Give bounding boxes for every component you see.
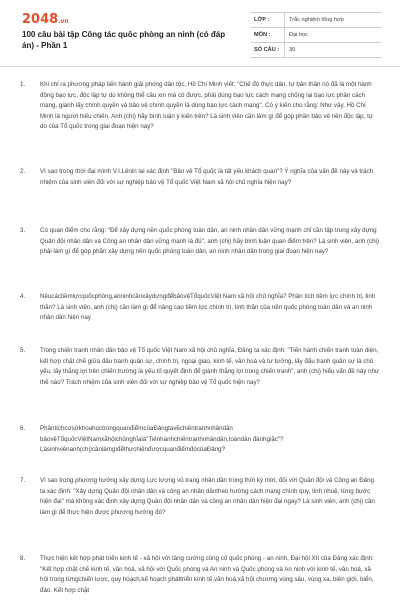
question-number: 2. — [20, 168, 26, 175]
meta-row-count — [251, 43, 381, 58]
meta-key: SỐ CÂU : — [251, 43, 285, 57]
question-text: PhântíchcơsởkhoahọctrongquanđiểmcủaĐảngtavềchiếntranhnhândân bảovệTổquốcViệtNamxãhộichủnghĩalà"Tiếnhànhchiếntranhnhândân,toàndân đánhgiặc"? Làsinhviênanh(chị)cầnlàmgìđểthựchiệnđượcquanđiểmđócủaĐảng? — [40, 425, 284, 453]
question-number: 3. — [20, 227, 26, 234]
question-text: Khi chỉ ra phương pháp tiến hành giải phóng dân tộc, Hồ Chí Minh viết: "Chế độ thực dân, tự bản thân nó đã là một hành động bạo lực, độc lập tự do không thể cầu xin mà có được, phải dùng bạo lực cách mạng chống lại bạo lực phản cách mạng, giành lấy chính quyền và bảo vệ chính quyền là dùng bạo lực cách mạng". Có ý kiến cho rằng: Như vậy, Hồ Chí Minh là người hiếu chiến. Anh (chị) hãy bình luận ý kiến trên? Là sinh viên cần làm gì để góp phần bảo vệ nền độc lập, tự do của Tổ quốc trong giai đoạn hiện nay? — [40, 81, 373, 130]
question-number: 7. — [20, 477, 26, 484]
meta-value: Trắc nghiệm tổng hợp — [289, 17, 344, 23]
question-item — [20, 167, 380, 188]
question-number: 6. — [20, 425, 26, 432]
meta-key: MÔN : — [251, 28, 285, 42]
question-text: Vì sao trong phương hướng xây dựng Lực lượng vũ trang nhân dân trong thời kỳ mới, đối với Quân đội và Công an Đảng ta xác định: "Xây dựng Quân đội nhân dân và công an nhân dântheo hướng cách mạng chính quy, tinh nhuệ, từng bước hiện đại" mà không xác định xây dựng Quân đội nhân dân và công an nhân dân hiện đại ngay? Là sinh viên, anh (chị) cần làm gì để thực hiện được phương hướng đó? — [40, 477, 375, 516]
meta-value: Đại học — [289, 32, 308, 38]
question-number: 5. — [20, 347, 26, 354]
question-text: Trong chiến tranh nhân dân bảo vệ Tổ quốc Việt Nam xã hội chủ nghĩa, Đảng ta xác định: "Tiến hành chiến tranh toàn diện, kết hợp chặt chẽ giữa đấu tranh quân sự, chính trị, ngoại giao, kinh tế, văn hoá và tư tưởng, lấy đấu tranh quân sự là chủ yếu, lấy thắng lợi trên chiến trường là yếu tố quyết định để giành thắng lợi trong chiến tranh", anh (chị) hiểu vấn đề này như thế nào? Trách nhiệm của sinh viên đối với sự nghiệp bảo vệ Tổ quốc hiện nay? — [40, 347, 380, 386]
question-text: Thực hiện kết hợp phát triển kinh tế - xã hội với tăng cường củng cố quốc phòng - an ninh, Đại hội XII của Đảng xác định: "Kết hợp chặt chẽ kinh tế, văn hoá, xã hội với Quốc phòng và An ninh và Quốc phòng và An ninh với kinh tế, văn hoá, xã hội trong từngchiến lược, quy hoạch,kế hoạch pháttriển kinh tế,văn hoá,xã hội chương vùng sâu, vùng xa, biên giới, biển, đảo. Kết hợp chặt — [40, 555, 374, 594]
logo-main: 2048 — [22, 12, 59, 27]
meta-value: 30 — [289, 47, 296, 53]
question-text: Có quan điểm cho rằng: "Để xây dựng nền quốc phòng toàn dân, an ninh nhân dân vững mạnh chỉ cần tập trung xây dựng Quân đội nhân dân và Công an nhân dân vững mạnh là đủ", anh (chị) hãy bình luận quan điểm trên? Là sinh viên, anh (chị) phải làm gì để góp phần xây dựng nền quốc phòng toàn dân, an ninh nhân dân trong giai đoạn hiện nay? — [40, 227, 379, 255]
document-title: 100 câu bài tập Công tác quốc phòng an ninh (có đáp án) - Phần 1 — [22, 30, 226, 50]
meta-row-class — [251, 13, 381, 28]
question-text: Nêucáctiềmlựcquốcphòng,anninhcầnxâydựngđểbảovệTổquốcViệt Nam xã hội chủ nghĩa? Phân tích tiềm lực chính trị, tinh thần? Là sinh viên, anh (chị) cần làm gì để nâng cao tiềm lực chính trị, tinh thần của nền quốc phòng toàn dân và an ninh nhân dân hiện nay — [40, 293, 376, 321]
meta-table — [251, 12, 381, 58]
document-header — [0, 0, 400, 67]
question-item — [20, 476, 380, 518]
logo-suffix: .vn — [58, 18, 69, 25]
question-number: 8. — [20, 555, 26, 562]
question-number: 4. — [20, 293, 26, 300]
question-text: Vì sao trong thời đại mình V.I.Lênin lại xác định "Bảo vệ Tổ quốc là tất yếu khách quan"? Ý nghĩa của vấn đề này và trách nhiệm của sinh viên đối với sự nghiệp bảo vệ Tổ quốc Việt Nam xã hội chủ nghĩa hiện nay? — [40, 168, 374, 186]
meta-key: LỚP : — [251, 13, 285, 27]
question-item — [20, 554, 380, 596]
meta-row-subject — [251, 28, 381, 43]
question-item — [20, 346, 380, 388]
question-item — [20, 424, 380, 456]
site-logo[interactable] — [22, 12, 69, 27]
question-number: 1. — [20, 81, 26, 88]
question-item — [20, 226, 380, 258]
question-item — [20, 80, 380, 133]
question-item — [20, 292, 380, 324]
